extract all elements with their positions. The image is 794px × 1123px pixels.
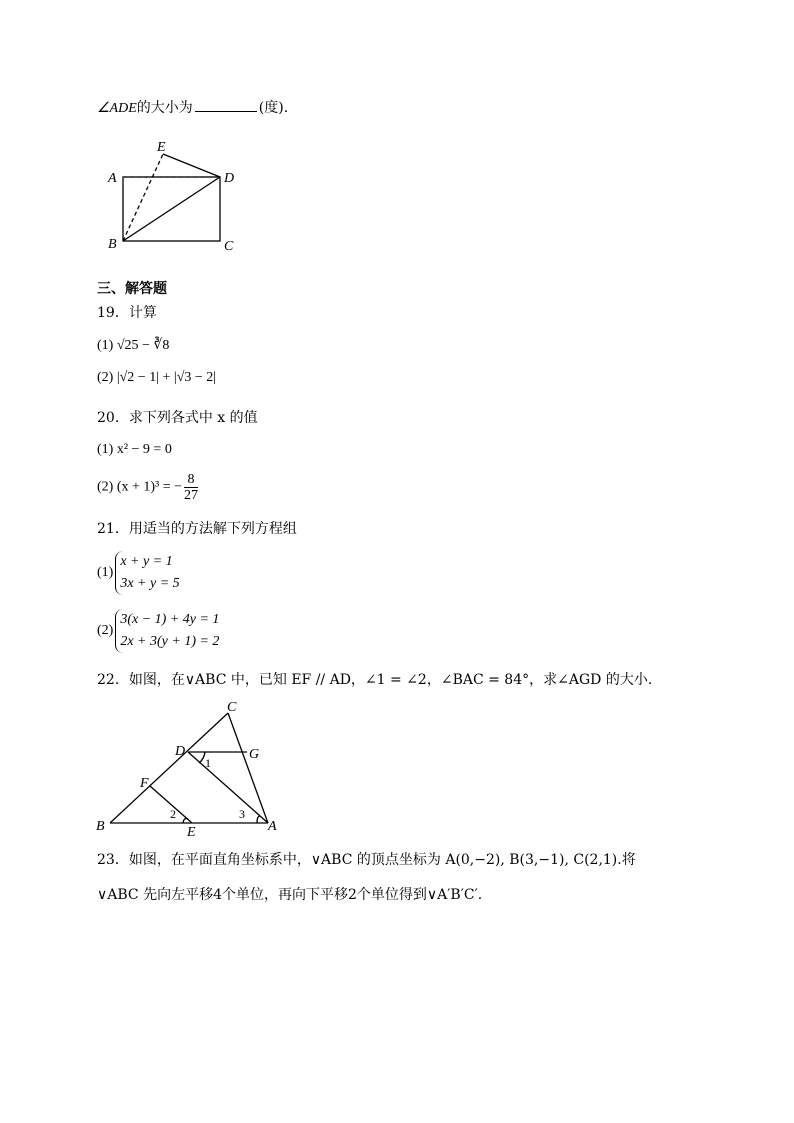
angle-arc-2 bbox=[183, 819, 188, 824]
q21-system2-eq2: 2x + 3(y + 1) = 2 bbox=[120, 634, 220, 649]
q20-part2-left: (2) (x + 1)³ = − bbox=[97, 479, 183, 495]
fig2-label-d: D bbox=[175, 744, 186, 759]
q21-stem: 21．用适当的方法解下列方程组 bbox=[97, 521, 297, 537]
q18-text-before: 的大小为 bbox=[136, 100, 193, 116]
q21-part2-label: (2) bbox=[97, 623, 114, 639]
section-heading: 三、解答题 bbox=[97, 281, 167, 297]
q22-stem: 22．如图，在∨ABC 中，已知 EF // AD，∠1 = ∠2，∠BAC = 84°，求∠AGD 的大小. bbox=[97, 672, 653, 688]
q18-text-after: (度). bbox=[258, 100, 289, 116]
q23-line1: 23．如图，在平面直角坐标系中，∨ABC 的顶点坐标为 A(0,−2), B(3,−1), C(2,1).将 bbox=[97, 852, 636, 868]
q21-system1-eq2: 3x + y = 5 bbox=[120, 576, 180, 591]
q20-fraction-numerator: 8 bbox=[184, 472, 198, 488]
fig2-angle-3: 3 bbox=[239, 807, 245, 821]
q21-system2-eq1: 3(x − 1) + 4y = 1 bbox=[120, 612, 220, 627]
fig1-label-d: D bbox=[224, 171, 235, 186]
q21-system1-eq1: x + y = 1 bbox=[120, 554, 173, 569]
q23-line2: ∨ABC 先向左平移4个单位，再向下平移2个单位得到∨A′B′C′. bbox=[97, 887, 483, 903]
q20-part1: (1) x² − 9 = 0 bbox=[97, 442, 172, 457]
fig2-label-e: E bbox=[187, 825, 196, 840]
fig1-label-b: B bbox=[108, 237, 117, 252]
fig1-label-c: C bbox=[224, 239, 234, 254]
fig2-label-g: G bbox=[249, 747, 260, 762]
fig2-label-c: C bbox=[227, 700, 237, 715]
q19-stem: 19．计算 bbox=[97, 305, 157, 321]
q19-part1: (1) √25 − ∛8 bbox=[97, 338, 170, 353]
q19-part2: (2) |√2 − 1| + |√3 − 2| bbox=[97, 370, 217, 385]
fig1-label-e: E bbox=[157, 140, 166, 155]
q21-part1-label: (1) bbox=[97, 565, 114, 581]
fig2-label-f: F bbox=[140, 776, 149, 791]
fig1-label-a: A bbox=[108, 171, 117, 186]
angle-arc-3 bbox=[257, 816, 260, 823]
fig2-angle-2: 2 bbox=[170, 807, 176, 821]
fig2-label-b: B bbox=[96, 819, 105, 834]
q20-stem: 20．求下列各式中 x 的值 bbox=[97, 410, 258, 426]
q20-fraction-denominator: 27 bbox=[184, 488, 199, 503]
segment-ca bbox=[228, 713, 268, 823]
q18-angle: ∠ADE bbox=[97, 101, 137, 116]
fig2-label-a: A bbox=[268, 819, 277, 834]
fig2-angle-1: 1 bbox=[205, 756, 211, 770]
